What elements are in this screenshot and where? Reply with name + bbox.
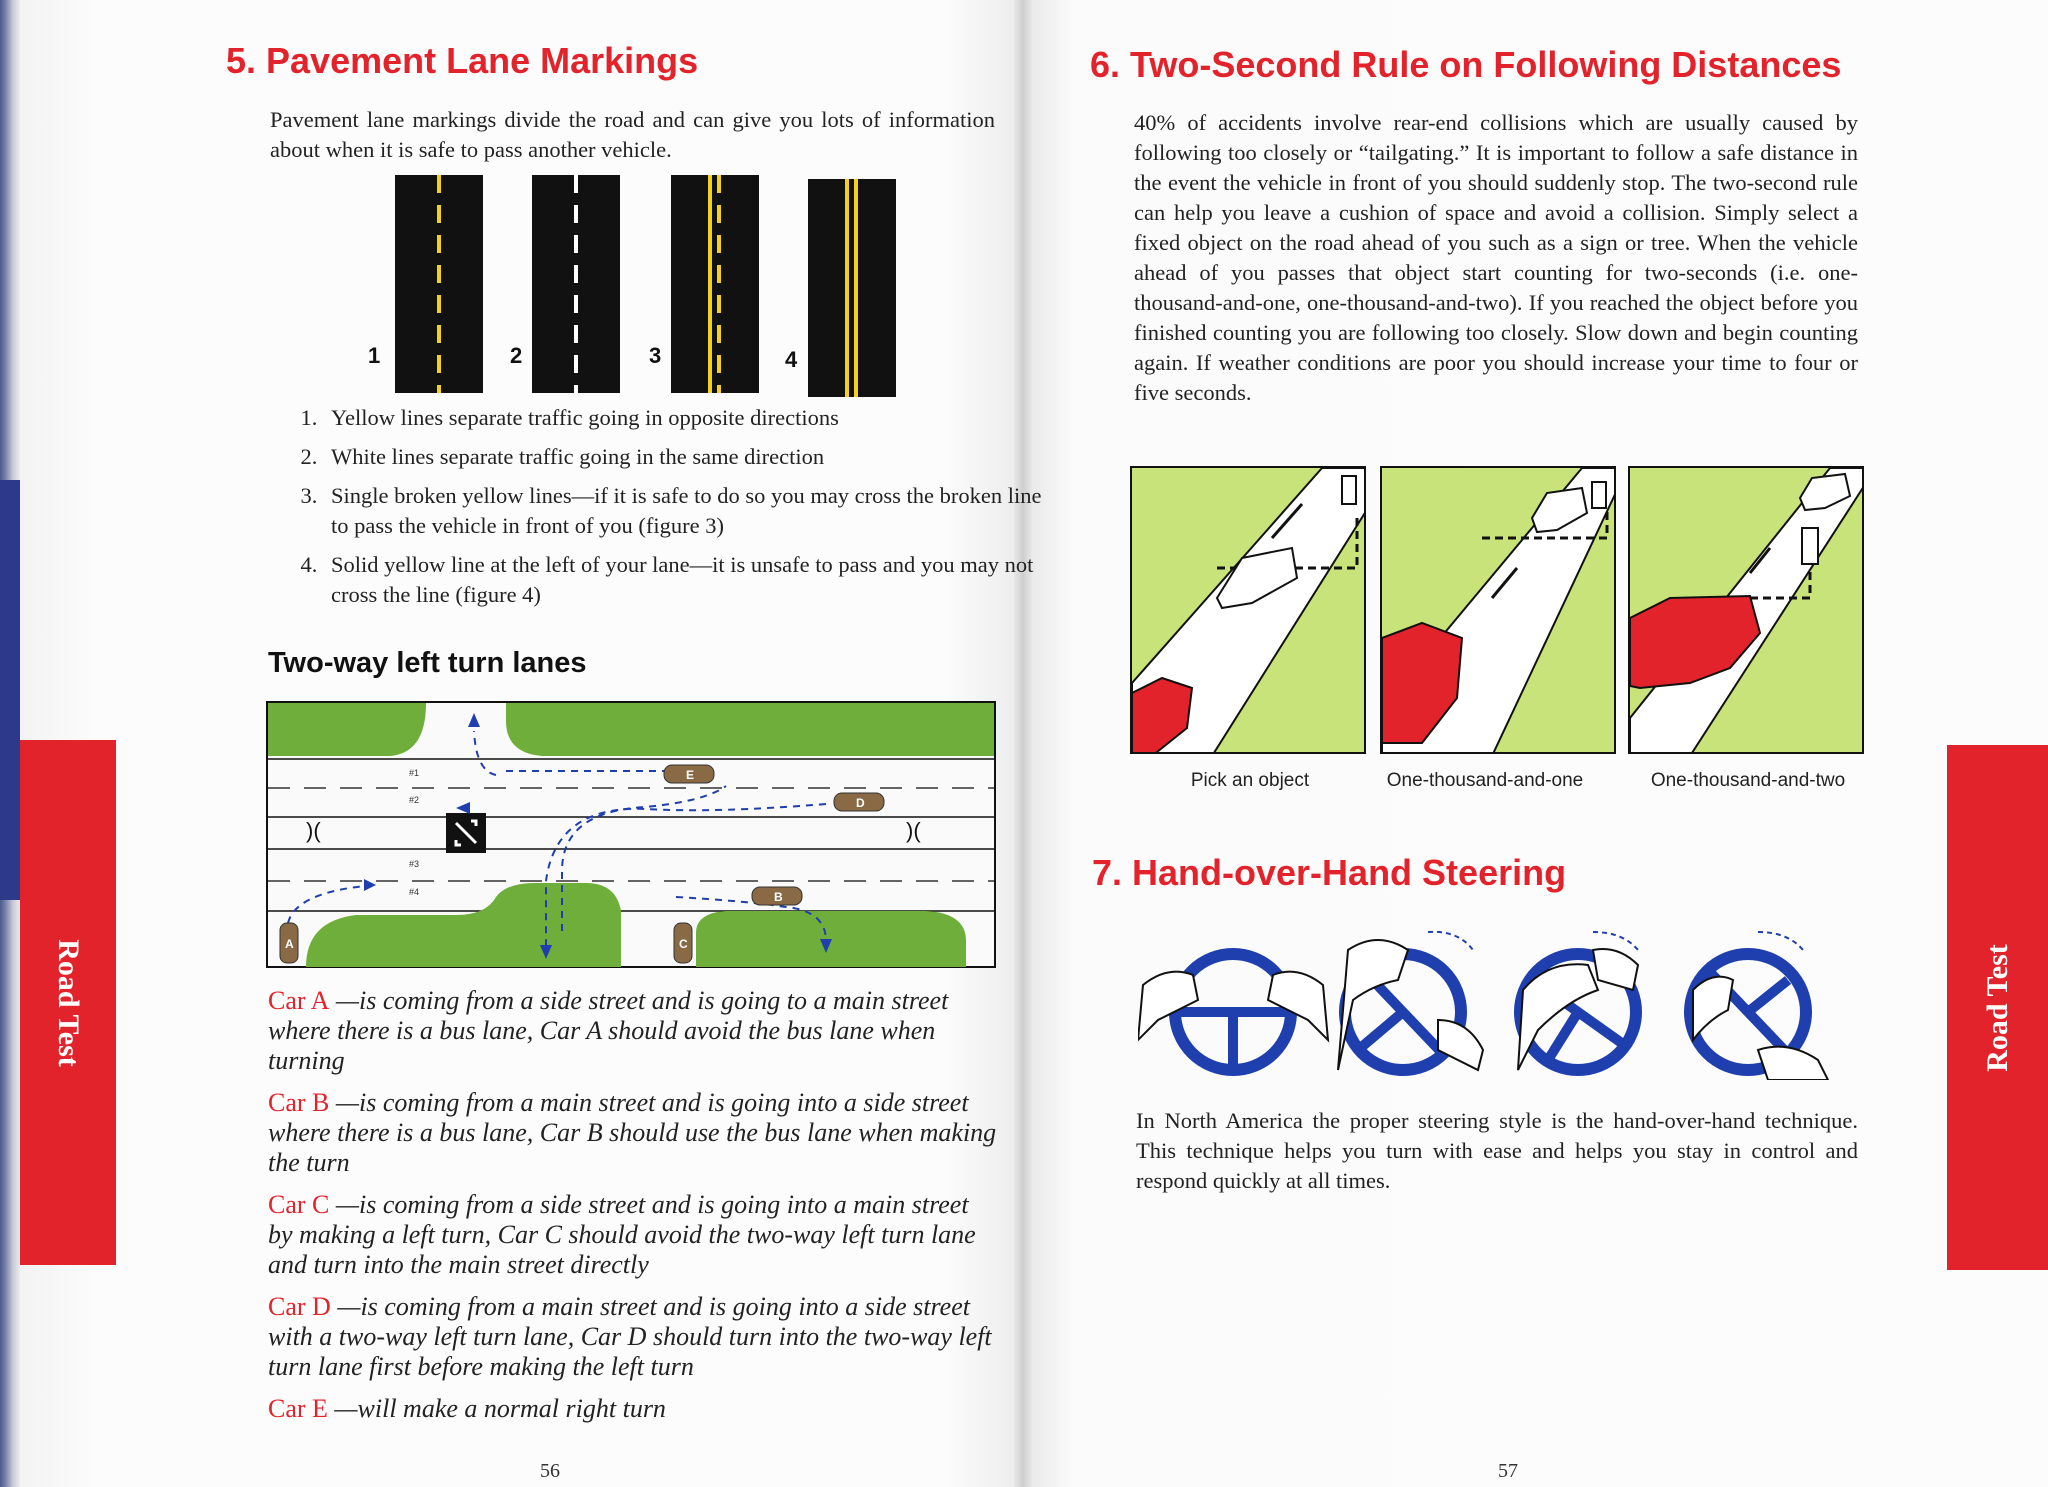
book-gutter (1014, 0, 1032, 1487)
edge-tab-strip (0, 480, 20, 900)
car-explanations (268, 986, 998, 1436)
lane-rule-1: 1. Yellow lines separate traffic going in opposite directions (323, 403, 1043, 433)
lane-figure-number-1: 1 (368, 343, 381, 368)
car-letter-d: D (856, 796, 865, 810)
book-edge (0, 0, 20, 1487)
lane-turn-marking-right: )( (906, 818, 921, 843)
car-d-name: Car D (268, 1292, 331, 1321)
car-c-desc: —is coming from a side street and is going into a main street by making a left turn, Car C should avoid the two-way left turn lane and turn into the main street directly (268, 1190, 976, 1279)
lane-label-4: #4 (409, 887, 420, 897)
lane-rule-4: 4. Solid yellow line at the left of your lane—it is unsafe to pass and you may not cross the line (figure 4) (323, 550, 1043, 610)
caption-one-thousand-and-one: One-thousand-and-one (1386, 770, 1584, 791)
hand-over-hand-text: In North America the proper steering style is the hand-over-hand technique. This technique helps you turn with ease and helps you stay in control and respond quickly at all times. (1136, 1108, 1858, 1193)
lane-figure-number-2: 2 (510, 343, 523, 368)
page-number-56: 56 (540, 1460, 560, 1482)
panel-1-illustration (1132, 468, 1366, 754)
car-letter-e: E (686, 768, 695, 782)
side-tab-left-label: Road Test (52, 938, 86, 1067)
car-letter-a: A (285, 937, 294, 951)
lane-markings-figure (365, 175, 900, 400)
lane-rule-3: 3. Single broken yellow lines—if it is safe to do so you may cross the broken line to pass the vehicle in front of you (figure 3) (323, 481, 1043, 541)
car-a-name: Car A (268, 986, 330, 1015)
lane-label-2: #2 (409, 795, 420, 805)
turn-diagram-svg (266, 701, 996, 968)
lane-markings-intro: Pavement lane markings divide the road and can give you lots of information about when it is safe to pass another vehicle. (270, 107, 995, 162)
hand-1-left (1138, 972, 1198, 1040)
panel-one-thousand-and-one (1380, 466, 1616, 754)
road-4 (808, 179, 896, 397)
rotation-arrow-3 (1593, 932, 1638, 950)
lane-turn-marking-left: )( (306, 818, 321, 843)
car-c-name: Car C (268, 1190, 330, 1219)
car-a-explanation (268, 986, 998, 1076)
hand-over-hand-illustration (1138, 920, 1858, 1080)
lane-figure-number-4: 4 (785, 347, 798, 372)
lane-rules-list (278, 403, 1043, 619)
two-second-rule-text: 40% of accidents involve rear-end collisions which are usually caused by following too closely or “tailgating.” It is important to follow a safe distance in the event the vehicle in front of you should suddenly stop. The two-second rule can help you leave a cushion of space and avoid a collision. Simply select a fixed object on the road ahead of you such as a sign or tree. When the vehicle ahead of you passes that object start counting for two-seconds (i.e. one-thousand-and-one, one-thousand-and-two). If you reached the object before you finished counting you are following too closely. Slow down and begin counting again. If weather conditions are poor you should increase your time to four or five seconds. (1134, 110, 1858, 405)
car-b-explanation (268, 1088, 998, 1178)
panel-pick-an-object (1130, 466, 1366, 754)
lane-markings-svg (365, 175, 900, 400)
two-way-left-turn-diagram (266, 701, 996, 968)
two-way-left-turn-title: Two-way left turn lanes (268, 647, 587, 679)
hand-3-right (1593, 949, 1638, 990)
car-letter-c: C (679, 937, 688, 951)
section-5-title: 5. Pavement Lane Markings (226, 40, 699, 81)
car-e-explanation (268, 1394, 998, 1424)
hand-4-left (1693, 977, 1733, 1040)
section-6-title: 6. Two-Second Rule on Following Distances (1090, 44, 1842, 85)
lane-label-1: #1 (409, 768, 420, 778)
car-a-desc: —is coming from a side street and is going to a main street where there is a bus lane, Car A should avoid the bus lane when turning (268, 986, 949, 1075)
car-b-desc: —is coming from a main street and is going into a side street where there is a bus lane, Car B should use the bus lane when making the turn (268, 1088, 997, 1177)
page-number-57: 57 (1498, 1460, 1518, 1482)
car-c-explanation (268, 1190, 998, 1280)
panel-2-sign (1592, 482, 1606, 508)
side-tab-left (20, 740, 116, 1265)
rotation-arrow-2 (1428, 932, 1473, 950)
panel-1-sign (1342, 476, 1356, 504)
steering-wheels-svg (1138, 920, 1858, 1080)
hand-1-right (1268, 972, 1328, 1040)
rotation-arrow-4 (1758, 932, 1803, 950)
section-7-title: 7. Hand-over-Hand Steering (1092, 852, 1567, 893)
panel-2-illustration (1382, 468, 1616, 754)
side-tab-right-label: Road Test (1980, 943, 2014, 1072)
caption-pick-an-object: Pick an object (1190, 770, 1310, 791)
panel-3-sign (1802, 528, 1818, 564)
car-e-desc: —will make a normal right turn (327, 1394, 666, 1423)
lane-rule-2: 2. White lines separate traffic going in the same direction (323, 442, 1043, 472)
side-tab-right (1947, 745, 2048, 1270)
car-d-explanation (268, 1292, 998, 1382)
car-b-name: Car B (268, 1088, 330, 1117)
panel-3-illustration (1630, 468, 1864, 754)
panel-one-thousand-and-two (1628, 466, 1864, 754)
caption-one-thousand-and-two: One-thousand-and-two (1650, 770, 1846, 791)
grass-top-left (268, 703, 426, 756)
car-d-desc: —is coming from a main street and is going into a side street with a two-way left turn lane, Car D should turn into the two-way left turn lane first before making the left turn (268, 1292, 992, 1381)
car-letter-b: B (774, 890, 783, 904)
lane-label-3: #3 (409, 859, 420, 869)
grass-top-right (506, 703, 994, 756)
road-3 (671, 175, 759, 393)
hand-2-right (1438, 1020, 1483, 1070)
car-e-name: Car E (268, 1394, 328, 1423)
hand-4-right (1758, 1047, 1828, 1080)
lane-figure-number-3: 3 (649, 343, 662, 368)
rotation-arrows (1428, 932, 1803, 950)
